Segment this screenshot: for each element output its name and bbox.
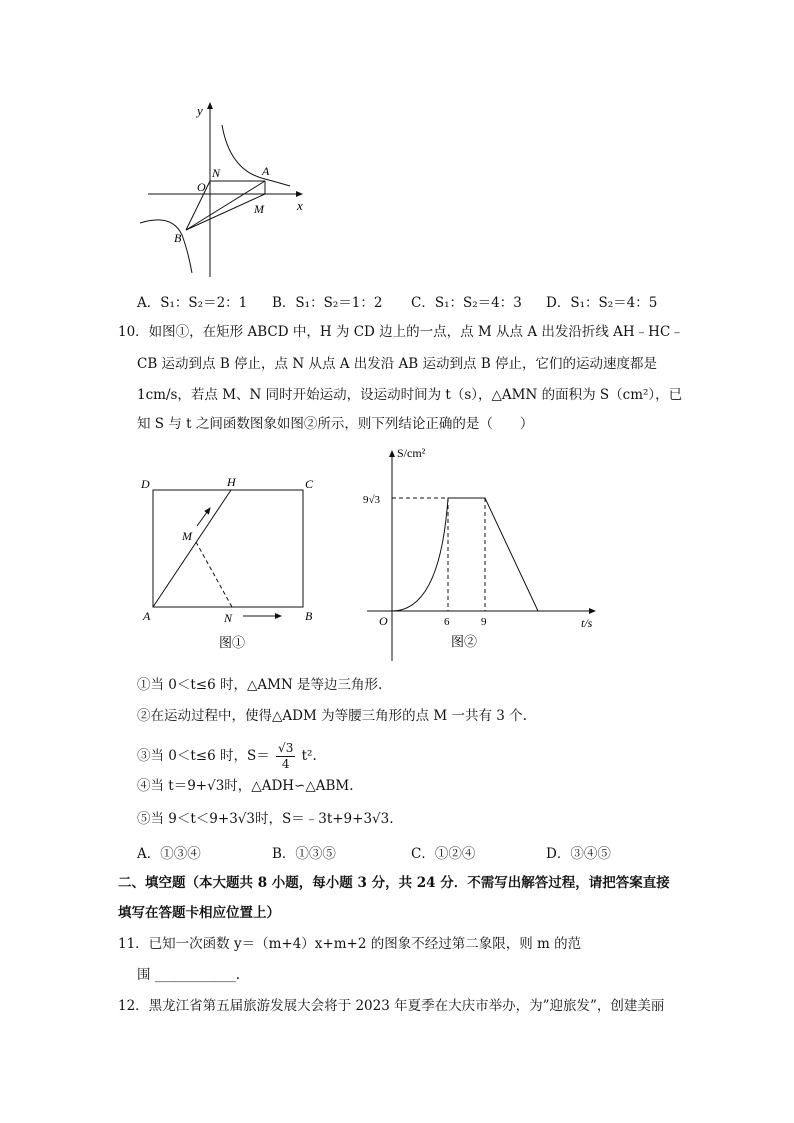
label-O: O bbox=[197, 180, 206, 194]
q11-line-2: 围 ____________. bbox=[137, 967, 241, 983]
section-2-header-line-2: 填写在答题卡相应位置上） bbox=[118, 905, 280, 921]
q10-option-d: D．③④⑤ bbox=[546, 846, 611, 862]
origin-label: O bbox=[379, 614, 388, 628]
t-axis-label: t/s bbox=[581, 616, 593, 630]
arrow-M bbox=[197, 508, 210, 526]
hyperbola-branch-1 bbox=[222, 125, 290, 186]
q10-option-a: A．①③④ bbox=[137, 846, 201, 862]
q12-line-1: 12．黑龙江省第五届旅游发展大会将于 2023 年夏季在大庆市举办，为”迎旅发”，创建美丽 bbox=[118, 998, 665, 1014]
x-tick-6: 6 bbox=[444, 616, 450, 628]
rectangle-figure bbox=[135, 470, 325, 655]
label-B: B bbox=[305, 609, 313, 623]
y-axis-label: y bbox=[197, 103, 203, 118]
graph-curve bbox=[392, 498, 538, 611]
q9-option-b: B．S₁：S₂＝1：2 bbox=[272, 295, 383, 311]
q9-option-d: D．S₁：S₂＝4：5 bbox=[546, 295, 658, 311]
x-tick-9: 9 bbox=[481, 616, 487, 628]
label-C: C bbox=[305, 477, 314, 491]
hyperbola-branch-3 bbox=[140, 220, 192, 273]
figure-2-caption: 图② bbox=[451, 634, 478, 649]
label-B: B bbox=[174, 231, 182, 245]
statement-5: ⑤当 9＜t＜9+3√3时，S＝﹣3t+9+3√3. bbox=[137, 811, 394, 827]
x-axis-label: x bbox=[297, 198, 303, 213]
rectangle-ABCD bbox=[153, 490, 303, 607]
label-M: M bbox=[182, 529, 192, 543]
figure-1-caption: 图① bbox=[219, 635, 246, 650]
statement-3-text: ③当 0＜t≤6 时，S＝ bbox=[137, 748, 270, 764]
label-H: H bbox=[227, 475, 236, 489]
segment-AH bbox=[153, 490, 231, 607]
label-A: A bbox=[262, 164, 270, 178]
s-axis-label: S/cm² bbox=[397, 446, 426, 460]
statement-1: ①当 0＜t≤6 时，△AMN 是等边三角形. bbox=[137, 677, 383, 693]
label-M: M bbox=[254, 202, 264, 216]
section-2-header-line-1: 二、填空题（本大题共 8 小题，每小题 3 分，共 24 分．不需写出解答过程，请把答案直接 bbox=[118, 875, 670, 891]
label-N: N bbox=[212, 166, 221, 180]
statement-3 bbox=[137, 741, 317, 772]
statement-2: ②在运动过程中，使得△ADM 为等腰三角形的点 M 一共有 3 个. bbox=[137, 708, 527, 724]
q10-option-b: B．①③⑤ bbox=[272, 846, 336, 862]
statement-3-tail: t². bbox=[301, 748, 317, 764]
q11-line-1: 11．已知一次函数 y＝（m+4）x+m+2 的图象不经过第二象限，则 m 的范 bbox=[118, 936, 582, 952]
label-N: N bbox=[224, 611, 233, 625]
fraction-denominator: 4 bbox=[281, 757, 290, 771]
hyperbola-figure bbox=[130, 95, 320, 280]
q10-line-4: 知 S 与 t 之间函数图象如图②所示，则下列结论正确的是（ ） bbox=[137, 416, 534, 432]
fraction-numerator: √3 bbox=[278, 741, 294, 755]
q10-option-c: C．①②④ bbox=[411, 846, 476, 862]
label-A: A bbox=[143, 609, 151, 623]
statement-3-fraction bbox=[276, 741, 295, 772]
q10-line-1: 10．如图①，在矩形 ABCD 中，H 为 CD 边上的一点，点 M 从点 A 出发沿折线 AH﹣HC﹣ bbox=[118, 324, 684, 340]
label-D: D bbox=[141, 477, 150, 491]
segment-MN-dashed bbox=[196, 542, 232, 607]
q9-option-c: C．S₁：S₂＝4：3 bbox=[411, 295, 522, 311]
y-tick-label: 9√3 bbox=[363, 494, 381, 506]
q10-line-3: 1cm/s，若点 M、N 同时开始运动，设运动时间为 t（s），△AMN 的面积为 S（cm²），已 bbox=[137, 387, 683, 403]
function-graph bbox=[355, 443, 605, 665]
q9-option-a: A．S₁：S₂＝2：1 bbox=[137, 295, 248, 311]
statement-4: ④当 t＝9+√3时，△ADH∽△ABM. bbox=[137, 778, 354, 794]
q10-line-2: CB 运动到点 B 停止，点 N 从点 A 出发沿 AB 运动到点 B 停止，它们的运动速度都是 bbox=[137, 356, 658, 372]
